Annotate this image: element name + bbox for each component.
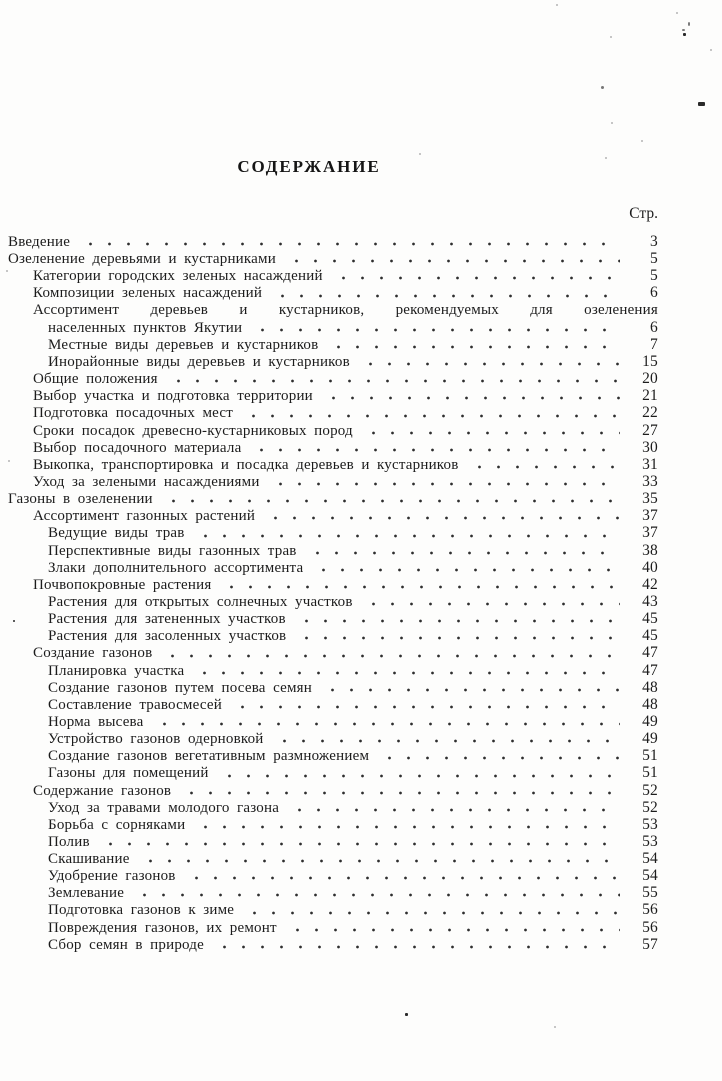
toc-entry-text: Местные виды деревьев и кустарников: [48, 336, 319, 353]
dot-leader: [167, 370, 620, 387]
toc-entry: [0, 404, 658, 421]
toc-entry-page: 48: [642, 695, 658, 713]
toc-entry-page: 20: [642, 370, 658, 388]
toc-entry-text: Растения для засоленных участков: [48, 628, 287, 645]
scan-speck: [676, 12, 678, 14]
dot-leader: [271, 284, 620, 301]
dot-leader: [180, 782, 620, 799]
dot-leader: [332, 267, 620, 284]
toc-entry-page: 47: [642, 661, 658, 679]
dot-leader: [306, 542, 620, 559]
dot-leader: [213, 936, 620, 953]
toc-entry-text: Содержание газонов: [33, 782, 172, 799]
toc-entry-page: 55: [642, 884, 658, 902]
toc-entry-page: 27: [642, 421, 658, 439]
toc-entry: [0, 473, 658, 490]
toc-entry-page: 35: [642, 490, 658, 508]
toc-entry-page: 53: [642, 815, 658, 833]
dot-leader: [322, 387, 620, 404]
toc-entry: [0, 387, 658, 404]
toc-entry-text: Злаки дополнительного ассортимента: [48, 559, 304, 576]
toc-entry-page: 21: [642, 387, 658, 405]
toc-entry-text: Удобрение газонов: [48, 868, 176, 885]
toc-entry: [0, 456, 658, 473]
toc-entry-page: 6: [650, 284, 658, 302]
toc-entry: [0, 696, 658, 713]
toc-entry-page: 37: [642, 524, 658, 542]
toc-entry-page: 49: [642, 712, 658, 730]
dot-leader: [295, 627, 620, 644]
dot-leader: [231, 696, 620, 713]
scan-speck: [601, 86, 604, 89]
toc-entry: [0, 867, 658, 884]
toc-entry: [0, 730, 658, 747]
toc-entry-text: Выбор участка и подготовка территории: [33, 388, 313, 405]
toc-entry-text: Подготовка посадочных мест: [33, 405, 234, 422]
toc-entry: [0, 644, 658, 661]
toc-entry-text: Землевание: [48, 885, 125, 902]
toc-entry: [0, 336, 658, 353]
toc-entry-page: 5: [650, 250, 658, 268]
toc-entry-text: Уход за травами молодого газона: [48, 799, 280, 816]
toc-entry-text: Выбор посадочного материала: [33, 439, 242, 456]
page-title: СОДЕРЖАНИЕ: [237, 157, 381, 176]
toc-entry-text: Сбор семян в природе: [48, 936, 204, 953]
scan-speck: [683, 33, 686, 36]
dot-leader: [185, 867, 620, 884]
toc-entry-page: 42: [642, 575, 658, 593]
toc-entry-text: Перспективные виды газонных трав: [48, 542, 297, 559]
toc-entry: [0, 302, 658, 319]
toc-entry-page: 52: [642, 798, 658, 816]
scan-speck: [419, 153, 421, 155]
toc-entry: [0, 833, 658, 850]
dot-leader: [285, 250, 620, 267]
toc-entry-page: 51: [642, 764, 658, 782]
toc-entry-page: 43: [642, 592, 658, 610]
toc-entry-page: 56: [642, 918, 658, 936]
dot-leader: [264, 507, 620, 524]
toc-entry-text: Норма высева: [48, 713, 144, 730]
scan-speck: [405, 1013, 408, 1016]
dot-leader: [79, 233, 620, 250]
scan-speck: [6, 270, 8, 272]
toc-entry: [0, 593, 658, 610]
toc-entry-page: 3: [650, 233, 658, 250]
toc-entry-page: 51: [642, 747, 658, 765]
toc-entry: [0, 284, 658, 301]
toc-entry-text: Озеленение деревьями и кустарниками: [8, 251, 276, 268]
scan-speck: [688, 22, 690, 26]
toc-entry-text: Категории городских зеленых насаждений: [33, 268, 323, 285]
toc-entry: [0, 439, 658, 456]
dot-leader: [295, 610, 620, 627]
dot-leader: [153, 713, 620, 730]
toc-list: [0, 233, 722, 953]
toc-entry-page: 47: [642, 644, 658, 662]
toc-entry-page: 56: [642, 901, 658, 919]
toc-entry-page: 57: [642, 935, 658, 953]
toc-entry: [0, 627, 658, 644]
toc-entry: [0, 901, 658, 918]
toc-entry-page: 31: [642, 455, 658, 473]
toc-entry: [0, 422, 658, 439]
toc-entry: [0, 250, 658, 267]
dot-leader: [133, 884, 620, 901]
toc-entry-text: Растения для открытых солнечных участков: [48, 593, 353, 610]
dot-leader: [161, 644, 620, 661]
toc-entry-text: Повреждения газонов, их ремонт: [48, 919, 277, 936]
toc-entry-page: 30: [642, 438, 658, 456]
toc-entry: [0, 353, 658, 370]
toc-entry-text: Введение: [8, 234, 71, 250]
dot-leader: [288, 799, 620, 816]
toc-entry: [0, 816, 658, 833]
toc-entry-text: Устройство газонов одерновкой: [48, 731, 264, 748]
toc-entry-text: Борьба с сорняками: [48, 816, 186, 833]
toc-entry-text: Подготовка газонов к зиме: [48, 902, 235, 919]
scan-speck: [605, 157, 607, 159]
toc-entry-text: Газоны в озеленении: [8, 491, 153, 508]
toc-entry-page: 33: [642, 472, 658, 490]
toc-entry: [0, 936, 658, 953]
toc-entry: [0, 610, 658, 627]
scan-speck: [556, 4, 558, 6]
toc-entry-text: Ассортимент газонных растений: [33, 508, 256, 525]
scan-speck: [611, 122, 613, 124]
toc-entry-page: 45: [642, 610, 658, 628]
dot-leader: [286, 919, 620, 936]
toc-entry: [0, 884, 658, 901]
toc-entry: [0, 919, 658, 936]
toc-entry: [0, 319, 658, 336]
dot-leader: [273, 730, 620, 747]
dot-leader: [193, 662, 620, 679]
toc-entry-page: 45: [642, 627, 658, 645]
toc-entry: [0, 267, 658, 284]
toc-entry: [0, 576, 658, 593]
toc-entry-page: 54: [642, 867, 658, 885]
toc-entry-page: 6: [650, 318, 658, 336]
dot-leader: [312, 559, 620, 576]
toc-entry-text: Создание газонов вегетативным размножением: [48, 748, 370, 765]
toc-entry-text: Сроки посадок древесно-кустарниковых пород: [33, 422, 353, 439]
dot-leader: [220, 576, 620, 593]
toc-entry-text: Выкопка, транспортировка и посадка деревьев и кустарников: [33, 456, 459, 473]
scan-speck: [610, 36, 612, 38]
toc-entry-text: Уход за зелеными насаждениями: [33, 473, 260, 490]
toc-entry: [0, 370, 658, 387]
dot-leader: [269, 473, 620, 490]
dot-leader: [250, 439, 620, 456]
dot-leader: [359, 353, 620, 370]
dot-leader: [194, 816, 620, 833]
toc-entry: [0, 679, 658, 696]
toc-entry-text: Скашивание: [48, 851, 130, 868]
dot-leader: [327, 336, 620, 353]
toc-entry-page: 49: [642, 730, 658, 748]
scan-speck: [698, 102, 705, 106]
toc-entry-text: Планировка участка: [48, 662, 185, 679]
toc-entry: [0, 782, 658, 799]
page-column-header: Стр.: [629, 205, 658, 222]
toc-entry-page: 38: [642, 541, 658, 559]
toc-entry: [0, 747, 658, 764]
scan-speck: [13, 620, 15, 622]
toc-entry: [0, 542, 658, 559]
toc-entry: [0, 507, 658, 524]
scan-speck: [8, 460, 10, 462]
toc-entry-page: 7: [650, 335, 658, 353]
dot-leader: [243, 901, 620, 918]
dot-leader: [139, 850, 620, 867]
dot-leader: [321, 679, 620, 696]
toc-entry-text: Создание газонов путем посева семян: [48, 679, 313, 696]
toc-entry: [0, 850, 658, 867]
toc-entry-text: населенных пунктов Якутии: [48, 319, 243, 336]
toc-entry: [0, 764, 658, 781]
toc-entry: [0, 233, 658, 250]
toc-entry: [0, 490, 658, 507]
toc-entry-text: Ведущие виды трав: [48, 525, 185, 542]
dot-leader: [242, 404, 620, 421]
dot-leader: [468, 456, 620, 473]
dot-leader: [378, 747, 620, 764]
dot-leader: [162, 490, 620, 507]
toc-entry: [0, 713, 658, 730]
toc-entry-text: Полив: [48, 833, 90, 850]
toc-entry-text: Инорайонные виды деревьев и кустарников: [48, 353, 350, 370]
toc-entry-text: Композиции зеленых насаждений: [33, 285, 263, 302]
toc-entry: [0, 799, 658, 816]
toc-entry-page: 48: [642, 678, 658, 696]
toc-entry-page: 15: [642, 352, 658, 370]
dot-leader: [362, 422, 620, 439]
toc-entry-text: Общие положения: [33, 371, 158, 388]
dot-leader: [218, 764, 620, 781]
toc-entry-text: Газоны для помещений: [48, 765, 209, 782]
toc-entry-page: 37: [642, 507, 658, 525]
dot-leader: [251, 319, 620, 336]
toc-entry-page: 52: [642, 781, 658, 799]
dot-leader: [99, 833, 620, 850]
toc-entry-text: Ассортимент деревьев и кустарников, рекомендуемых для озеленения: [33, 301, 658, 318]
dot-leader: [362, 593, 620, 610]
toc-entry-text: Составление травосмесей: [48, 696, 222, 713]
toc-entry: [0, 559, 658, 576]
toc-entry-page: 22: [642, 404, 658, 422]
toc-entry-page: 40: [642, 558, 658, 576]
toc-entry-text: Почвопокровные растения: [33, 576, 212, 593]
scan-speck: [710, 49, 712, 51]
scan-speck: [554, 1026, 556, 1028]
scan-speck: [641, 140, 643, 142]
toc-entry: [0, 524, 658, 541]
scan-speck: [682, 29, 685, 31]
toc-entry: [0, 662, 658, 679]
toc-entry-page: 54: [642, 850, 658, 868]
toc-entry-page: 5: [650, 267, 658, 285]
toc-entry-page: 53: [642, 832, 658, 850]
dot-leader: [194, 524, 620, 541]
toc-entry-text: Растения для затененных участков: [48, 611, 286, 628]
toc-entry-text: Создание газонов: [33, 645, 153, 662]
